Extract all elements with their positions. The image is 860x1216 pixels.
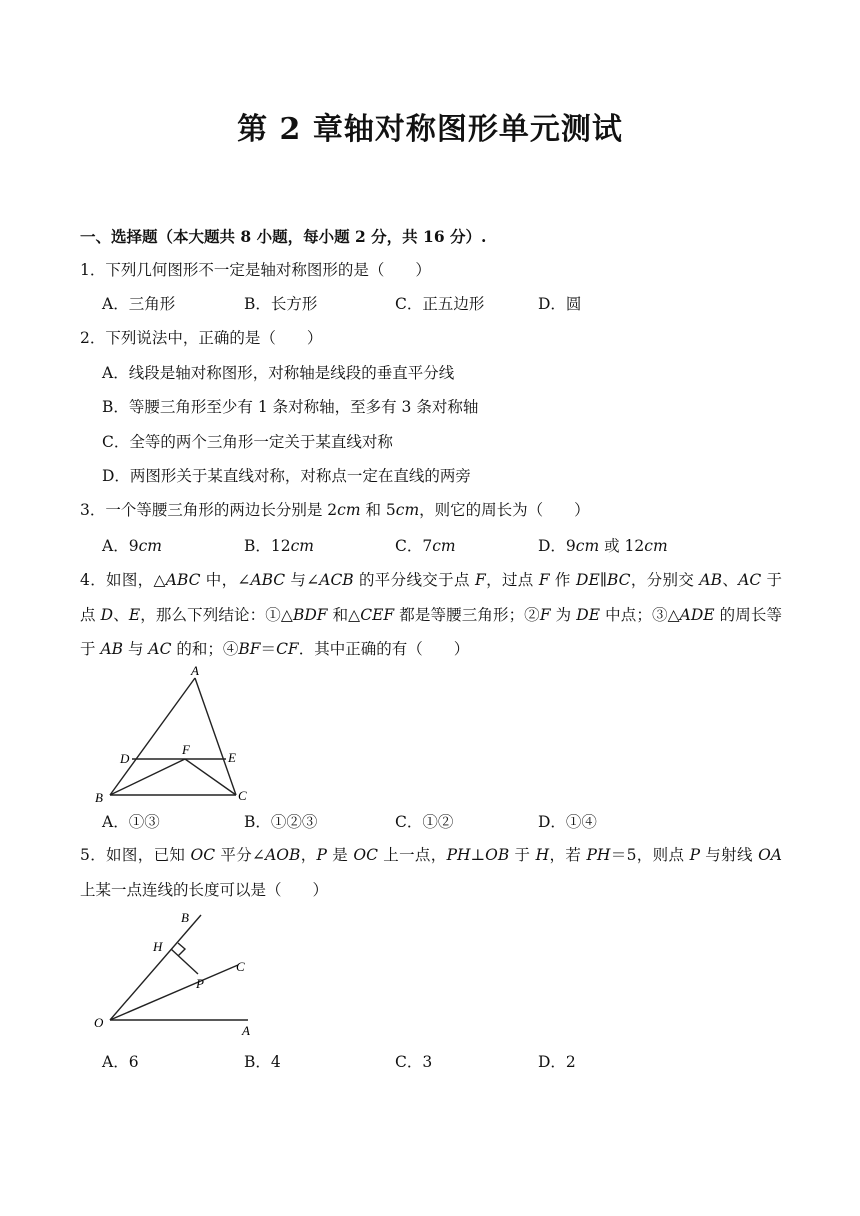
- question-2-stem: 2．下列说法中，正确的是（ ）: [80, 329, 323, 347]
- question-4-stem: 4．如图，△ABC 中，∠ABC 与∠ACB 的平分线交于点 F，过点 F 作 DE∥BC，分别交 AB、AC 于点 D、E，那么下列结论：①△BDF 和△CEF 都是等腰三角形；②F 为 DE 中点；③△ADE 的周长等于 AB 与 AC 的和；④BF＝CF．其中正确的有（ ）: [80, 571, 783, 658]
- q5-option-c: C．3: [395, 1053, 433, 1071]
- question-1-stem: 1．下列几何图形不一定是轴对称图形的是（ ）: [80, 261, 431, 279]
- q3-option-a: A．9cm: [102, 537, 162, 555]
- q5-option-d: D．2: [538, 1053, 576, 1071]
- angle-bisector-figure: [88, 905, 278, 1045]
- triangle-figure: [90, 660, 260, 810]
- q1-option-a: A．三角形: [102, 295, 176, 313]
- q4-option-b: B．①②③: [244, 813, 318, 831]
- label-d: D: [120, 751, 130, 766]
- label-e: E: [228, 750, 236, 765]
- q2-option-d: D．两图形关于某直线对称，对称点一定在直线的两旁: [102, 467, 471, 485]
- q1-option-c: C．正五边形: [395, 295, 485, 313]
- label-b: B: [181, 910, 189, 925]
- q1-option-d: D．圆: [538, 295, 582, 313]
- q3-option-c: C．7cm: [395, 537, 456, 555]
- q5-option-b: B．4: [244, 1053, 281, 1071]
- label-b: B: [95, 790, 103, 805]
- q1-option-b: B．长方形: [244, 295, 318, 313]
- q3-option-b: B．12cm: [244, 537, 315, 555]
- label-a: A: [191, 663, 199, 678]
- q4-option-a: A．①③: [102, 813, 160, 831]
- page-title: 第 2 章轴对称图形单元测试: [237, 112, 623, 147]
- label-o: O: [94, 1015, 104, 1030]
- q3-option-d: D．9cm 或 12cm: [538, 537, 668, 555]
- label-c: C: [236, 959, 245, 974]
- question-5-stem: 5．如图，已知 OC 平分∠AOB，P 是 OC 上一点，PH⊥OB 于 H，若 PH＝5，则点 P 与射线 OA 上某一点连线的长度可以是（ ）: [80, 846, 782, 899]
- q2-option-a: A．线段是轴对称图形，对称轴是线段的垂直平分线: [102, 364, 455, 382]
- q4-option-c: C．①②: [395, 813, 454, 831]
- section-heading: 一、选择题（本大题共 8 小题，每小题 2 分，共 16 分）.: [80, 227, 487, 246]
- label-c: C: [238, 788, 247, 803]
- label-h: H: [153, 939, 163, 954]
- label-f: F: [182, 742, 190, 757]
- label-p: P: [196, 976, 204, 991]
- q4-option-d: D．①④: [538, 813, 597, 831]
- q2-option-b: B．等腰三角形至少有 1 条对称轴，至多有 3 条对称轴: [102, 398, 479, 416]
- q5-option-a: A．6: [102, 1053, 139, 1071]
- question-3-stem: 3．一个等腰三角形的两边长分别是 2cm 和 5cm，则它的周长为（ ）: [80, 501, 590, 519]
- q2-option-c: C．全等的两个三角形一定关于某直线对称: [102, 433, 393, 451]
- label-a: A: [242, 1023, 250, 1038]
